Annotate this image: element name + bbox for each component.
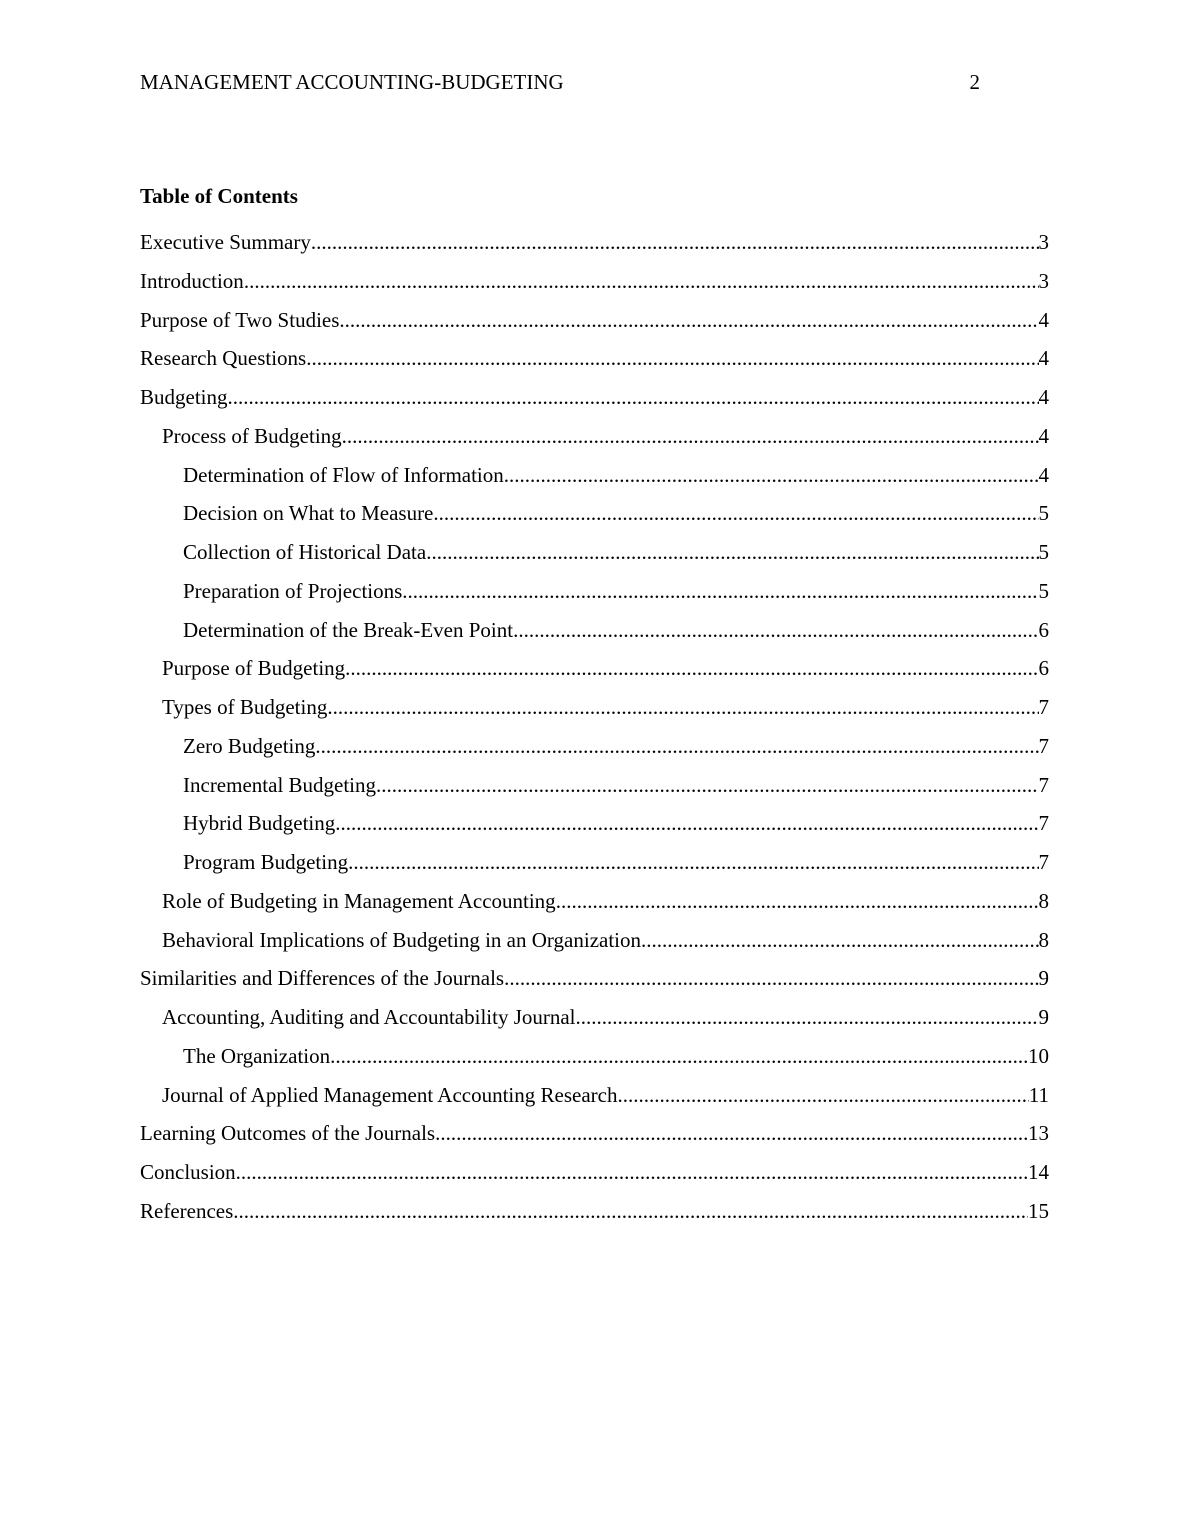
- running-header: [140, 70, 980, 98]
- dot-leader: [376, 771, 1038, 799]
- dot-leader: [402, 577, 1038, 605]
- toc-entry-page: 4: [1038, 385, 1049, 409]
- toc-entry-label: Zero Budgeting: [183, 733, 316, 758]
- toc-entry-page: 8: [1038, 927, 1049, 952]
- toc-entry-page: 9: [1038, 1005, 1049, 1029]
- toc-entry-label: Preparation of Projections: [183, 578, 403, 603]
- dot-leader: [342, 422, 1039, 450]
- toc-entry-page: 3: [1038, 268, 1049, 293]
- toc-entry[interactable]: [140, 964, 1049, 1003]
- toc-entry[interactable]: [140, 383, 1049, 422]
- toc-entry-label: Conclusion: [140, 1160, 236, 1184]
- toc-entry-page: 4: [1038, 307, 1049, 332]
- toc-entry-label: Behavioral Implications of Budgeting in an Organization: [162, 927, 642, 952]
- toc-entry-page: 6: [1038, 617, 1049, 642]
- dot-leader: [556, 887, 1039, 915]
- toc-entry[interactable]: [140, 422, 1049, 461]
- toc-entry[interactable]: [140, 616, 1049, 655]
- page-number: 2: [969, 70, 980, 94]
- toc-entry-page: 11: [1028, 1082, 1049, 1107]
- toc-entry-page: 7: [1038, 772, 1049, 797]
- toc-entry-page: 5: [1038, 578, 1049, 603]
- toc-entry-page: 5: [1038, 540, 1049, 564]
- toc-entry[interactable]: [140, 267, 1049, 306]
- toc-entry-label: Learning Outcomes of the Journals: [140, 1121, 436, 1146]
- toc-entry[interactable]: [140, 1042, 1049, 1081]
- toc-entry-label: Types of Budgeting: [162, 695, 328, 719]
- toc-entry-label: Determination of the Break-Even Point: [183, 617, 514, 642]
- toc-entry-page: 14: [1028, 1160, 1049, 1184]
- dot-leader: [233, 1197, 1028, 1225]
- toc-entry-label: Incremental Budgeting: [183, 772, 377, 797]
- toc-entry-page: 5: [1038, 501, 1049, 526]
- dot-leader: [315, 732, 1038, 760]
- toc-entry-label: Purpose of Budgeting: [162, 656, 346, 681]
- toc-entry-page: 4: [1038, 462, 1049, 487]
- dot-leader: [236, 1158, 1028, 1186]
- dot-leader: [330, 1042, 1028, 1070]
- toc-entry[interactable]: [140, 461, 1049, 500]
- dot-leader: [576, 1003, 1039, 1031]
- toc-entry-page: 13: [1028, 1121, 1049, 1146]
- toc-entry-page: 6: [1038, 656, 1049, 681]
- dot-leader: [228, 383, 1039, 411]
- toc-entry-page: 4: [1038, 423, 1049, 448]
- toc-entry-page: 7: [1038, 695, 1049, 719]
- toc-entry-page: 8: [1038, 888, 1049, 913]
- toc-entry[interactable]: [140, 1003, 1049, 1042]
- toc-entry-label: References: [140, 1198, 234, 1223]
- dot-leader: [311, 228, 1039, 256]
- toc-entry[interactable]: [140, 344, 1049, 383]
- toc-entry[interactable]: [140, 809, 1049, 848]
- toc-entry-page: 15: [1028, 1198, 1049, 1223]
- toc-entry-label: Collection of Historical Data: [183, 540, 427, 564]
- dot-leader: [435, 1119, 1028, 1147]
- dot-leader: [327, 693, 1038, 721]
- toc-entry-label: Program Budgeting: [183, 850, 349, 874]
- dot-leader: [641, 926, 1038, 954]
- toc-entry-label: Role of Budgeting in Management Accounting: [162, 888, 556, 913]
- toc-entry-label: Decision on What to Measure: [183, 501, 434, 526]
- toc-entry-label: Budgeting: [140, 385, 228, 409]
- toc-entry[interactable]: [140, 538, 1049, 577]
- toc-entry-label: Executive Summary: [140, 230, 311, 254]
- dot-leader: [348, 848, 1038, 876]
- toc-entry[interactable]: [140, 306, 1049, 345]
- toc-entry[interactable]: [140, 499, 1049, 538]
- toc-entry-label: Process of Budgeting: [162, 423, 342, 448]
- toc-entry[interactable]: [140, 577, 1049, 616]
- toc-entry-label: Research Questions: [140, 346, 307, 371]
- dot-leader: [306, 344, 1038, 372]
- toc-entry[interactable]: [140, 732, 1049, 771]
- toc-entry[interactable]: [140, 1081, 1049, 1120]
- toc-entry-page: 7: [1038, 850, 1049, 874]
- dot-leader: [504, 964, 1038, 992]
- toc-entry[interactable]: [140, 1197, 1049, 1236]
- table-of-contents: [140, 228, 1049, 1236]
- dot-leader: [504, 461, 1039, 489]
- toc-entry[interactable]: [140, 654, 1049, 693]
- toc-entry-label: Introduction: [140, 268, 244, 293]
- toc-entry-page: 4: [1038, 346, 1049, 371]
- toc-entry[interactable]: [140, 848, 1049, 887]
- toc-entry-label: Similarities and Differences of the Journals: [140, 966, 505, 991]
- dot-leader: [513, 616, 1038, 644]
- toc-entry[interactable]: [140, 228, 1049, 267]
- toc-entry[interactable]: [140, 887, 1049, 926]
- toc-entry-label: Journal of Applied Management Accounting Research: [162, 1082, 618, 1107]
- dot-leader: [433, 499, 1038, 527]
- dot-leader: [426, 538, 1038, 566]
- running-title: MANAGEMENT ACCOUNTING-BUDGETING: [140, 70, 564, 94]
- dot-leader: [617, 1081, 1028, 1109]
- toc-entry[interactable]: [140, 926, 1049, 965]
- toc-entry-page: 9: [1038, 966, 1049, 991]
- toc-entry-label: Determination of Flow of Information: [183, 462, 504, 487]
- toc-entry-label: Hybrid Budgeting: [183, 811, 336, 836]
- toc-entry[interactable]: [140, 771, 1049, 810]
- toc-entry-page: 3: [1038, 230, 1049, 254]
- toc-entry-page: 10: [1028, 1043, 1049, 1068]
- toc-entry[interactable]: [140, 1119, 1049, 1158]
- dot-leader: [339, 306, 1038, 334]
- toc-entry[interactable]: [140, 1158, 1049, 1197]
- dot-leader: [244, 267, 1039, 295]
- toc-entry-label: The Organization: [183, 1043, 331, 1068]
- dot-leader: [345, 654, 1038, 682]
- toc-entry-page: 7: [1038, 811, 1049, 836]
- toc-entry[interactable]: [140, 693, 1049, 732]
- dot-leader: [335, 809, 1038, 837]
- toc-entry-label: Purpose of Two Studies: [140, 307, 340, 332]
- toc-heading: Table of Contents: [140, 184, 298, 208]
- toc-entry-page: 7: [1038, 733, 1049, 758]
- toc-entry-label: Accounting, Auditing and Accountability Journal: [162, 1005, 576, 1029]
